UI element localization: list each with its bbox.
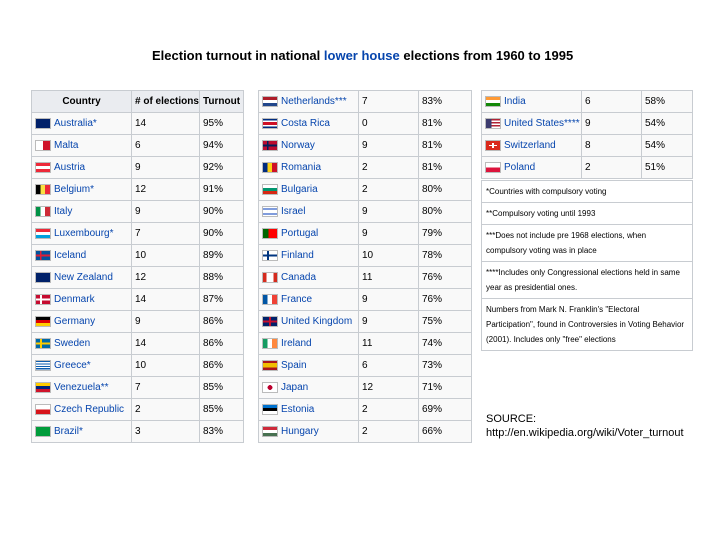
table-row (32, 355, 244, 377)
title-prefix: Election turnout in national (152, 48, 321, 63)
table-row (259, 333, 472, 355)
country-link[interactable]: Sweden (54, 337, 91, 349)
country-link[interactable]: Iceland (54, 249, 87, 261)
elections-cell: 10 (132, 245, 200, 267)
turnout-cell: 54% (642, 135, 693, 157)
turnout-cell: 86% (200, 333, 244, 355)
table-row (259, 157, 472, 179)
country-cell (259, 377, 359, 399)
finland-flag-icon[interactable] (262, 250, 278, 261)
country-cell (32, 135, 132, 157)
table-row (32, 333, 244, 355)
country-cell (32, 421, 132, 443)
turnout-cell: 83% (200, 421, 244, 443)
turnout-cell: 66% (419, 421, 472, 443)
country-link[interactable]: United States**** (504, 117, 580, 129)
turnout-cell: 54% (642, 113, 693, 135)
elections-cell: 2 (359, 399, 419, 421)
country-link[interactable]: Greece* (54, 359, 91, 371)
country-cell (32, 245, 132, 267)
country-cell (32, 179, 132, 201)
elections-cell: 9 (582, 113, 642, 135)
table-row (32, 267, 244, 289)
country-link[interactable]: Estonia (281, 403, 315, 415)
country-link[interactable]: Canada (281, 271, 317, 283)
elections-cell: 10 (359, 245, 419, 267)
poland-flag-icon[interactable] (485, 162, 501, 173)
table-row (32, 113, 244, 135)
country-link[interactable]: Denmark (54, 293, 95, 305)
table-row (259, 355, 472, 377)
table-row (259, 245, 472, 267)
country-link[interactable]: Bulgaria (281, 183, 318, 195)
venezuela-flag-icon[interactable] (35, 382, 51, 393)
table-row (482, 135, 693, 157)
country-link[interactable]: France (281, 293, 313, 305)
footnotes-box (481, 180, 693, 351)
footnote-pre-1968: ***Does not include pre 1968 elections, when compulsory voting was in place (482, 225, 692, 262)
country-cell (482, 91, 582, 113)
table-row (32, 135, 244, 157)
country-cell (32, 267, 132, 289)
elections-cell: 7 (132, 223, 200, 245)
country-link[interactable]: Norway (281, 139, 315, 151)
denmark-flag-icon[interactable] (35, 294, 51, 305)
country-link[interactable]: India (504, 95, 526, 107)
elections-cell: 11 (359, 333, 419, 355)
table-row (482, 157, 693, 179)
turnout-cell: 86% (200, 355, 244, 377)
country-cell (32, 223, 132, 245)
country-cell (32, 201, 132, 223)
country-link[interactable]: Costa Rica (281, 117, 330, 129)
country-cell (32, 399, 132, 421)
country-cell (259, 311, 359, 333)
india-flag-icon[interactable] (485, 96, 501, 107)
table-row (32, 421, 244, 443)
table-row (259, 135, 472, 157)
table-row (259, 289, 472, 311)
table-row (32, 245, 244, 267)
turnout-cell: 94% (200, 135, 244, 157)
table-row (32, 289, 244, 311)
elections-cell: 14 (132, 289, 200, 311)
turnout-cell: 71% (419, 377, 472, 399)
country-cell (259, 201, 359, 223)
elections-cell: 10 (132, 355, 200, 377)
country-cell (482, 135, 582, 157)
turnout-cell: 87% (200, 289, 244, 311)
brazil-flag-icon[interactable] (35, 426, 51, 437)
country-link[interactable]: Japan (281, 381, 309, 393)
turnout-cell: 58% (642, 91, 693, 113)
elections-cell: 12 (132, 179, 200, 201)
elections-cell: 9 (359, 223, 419, 245)
turnout-cell: 83% (419, 91, 472, 113)
czech-republic-flag-icon[interactable] (35, 404, 51, 415)
country-cell (32, 113, 132, 135)
elections-cell: 2 (582, 157, 642, 179)
country-link[interactable]: Luxembourg* (54, 227, 114, 239)
austria-flag-icon[interactable] (35, 162, 51, 173)
table-header-row (32, 91, 244, 113)
country-link[interactable]: Finland (281, 249, 314, 261)
turnout-cell: 85% (200, 377, 244, 399)
country-link[interactable]: Portugal (281, 227, 319, 239)
elections-column-header[interactable]: # of elections (132, 91, 200, 113)
table-row (482, 113, 693, 135)
table-row (32, 201, 244, 223)
malta-flag-icon[interactable] (35, 140, 51, 151)
turnout-cell: 81% (419, 113, 472, 135)
table-row (482, 91, 693, 113)
united-states-flag-icon[interactable] (485, 118, 501, 129)
country-link[interactable]: United Kingdom (281, 315, 353, 327)
bulgaria-flag-icon[interactable] (262, 184, 278, 195)
country-cell (32, 333, 132, 355)
source-block (486, 412, 684, 440)
country-cell (32, 377, 132, 399)
ireland-flag-icon[interactable] (262, 338, 278, 349)
elections-cell: 2 (359, 421, 419, 443)
elections-cell: 6 (582, 91, 642, 113)
country-cell (32, 311, 132, 333)
country-link[interactable]: Poland (504, 161, 536, 173)
table-row (259, 311, 472, 333)
turnout-cell: 90% (200, 201, 244, 223)
country-column-header[interactable]: Country (32, 91, 132, 113)
germany-flag-icon[interactable] (35, 316, 51, 327)
japan-flag-icon[interactable] (262, 382, 278, 393)
turnout-cell: 81% (419, 135, 472, 157)
country-cell (32, 355, 132, 377)
table-row (259, 113, 472, 135)
table-row (32, 179, 244, 201)
france-flag-icon[interactable] (262, 294, 278, 305)
country-link[interactable]: Belgium* (54, 183, 95, 195)
spain-flag-icon[interactable] (262, 360, 278, 371)
elections-cell: 9 (359, 201, 419, 223)
turnout-cell: 90% (200, 223, 244, 245)
sweden-flag-icon[interactable] (35, 338, 51, 349)
elections-cell: 9 (359, 289, 419, 311)
elections-cell: 6 (132, 135, 200, 157)
country-cell (259, 223, 359, 245)
country-cell (259, 179, 359, 201)
elections-cell: 9 (359, 311, 419, 333)
turnout-cell: 75% (419, 311, 472, 333)
elections-cell: 6 (359, 355, 419, 377)
luxembourg-flag-icon[interactable] (35, 228, 51, 239)
portugal-flag-icon[interactable] (262, 228, 278, 239)
country-link[interactable]: New Zealand (54, 271, 113, 283)
elections-cell: 2 (132, 399, 200, 421)
hungary-flag-icon[interactable] (262, 426, 278, 437)
norway-flag-icon[interactable] (262, 140, 278, 151)
elections-cell: 12 (359, 377, 419, 399)
turnout-table-1 (31, 90, 244, 443)
country-link[interactable]: Czech Republic (54, 403, 125, 415)
country-link[interactable]: Australia* (54, 117, 97, 129)
turnout-cell: 85% (200, 399, 244, 421)
estonia-flag-icon[interactable] (262, 404, 278, 415)
united-kingdom-flag-icon[interactable] (262, 316, 278, 327)
new-zealand-flag-icon[interactable] (35, 272, 51, 283)
elections-cell: 9 (132, 311, 200, 333)
country-cell (32, 289, 132, 311)
table-row (32, 311, 244, 333)
country-link[interactable]: Venezuela** (54, 381, 109, 393)
country-cell (259, 289, 359, 311)
country-link[interactable]: Ireland (281, 337, 312, 349)
table-row (259, 179, 472, 201)
turnout-cell: 76% (419, 289, 472, 311)
table-row (259, 421, 472, 443)
lower-house-link[interactable]: lower house (323, 48, 400, 63)
footnote-until-1993: **Compulsory voting until 1993 (482, 203, 692, 225)
elections-cell: 7 (359, 91, 419, 113)
source-url[interactable]: http://en.wikipedia.org/wiki/Voter_turnout (486, 427, 684, 439)
table-row (259, 201, 472, 223)
elections-cell: 0 (359, 113, 419, 135)
footnote-congressional: ****Includes only Congressional elections held in same year as presidential ones. (482, 262, 692, 299)
turnout-cell: 78% (419, 245, 472, 267)
switzerland-flag-icon[interactable] (485, 140, 501, 151)
turnout-cell: 80% (419, 201, 472, 223)
turnout-cell: 79% (419, 223, 472, 245)
table-row (32, 399, 244, 421)
elections-cell: 11 (359, 267, 419, 289)
country-cell (32, 157, 132, 179)
country-link[interactable]: Switzerland (504, 139, 556, 151)
israel-flag-icon[interactable] (262, 206, 278, 217)
turnout-cell: 76% (419, 267, 472, 289)
turnout-cell: 91% (200, 179, 244, 201)
country-cell (259, 157, 359, 179)
greece-flag-icon[interactable] (35, 360, 51, 371)
country-link[interactable]: Spain (281, 359, 307, 371)
country-link[interactable]: Romania (281, 161, 322, 173)
table-row (32, 223, 244, 245)
turnout-cell: 51% (642, 157, 693, 179)
turnout-cell: 81% (419, 157, 472, 179)
turnout-table-3 (481, 90, 693, 179)
turnout-cell: 74% (419, 333, 472, 355)
table-row (259, 223, 472, 245)
footnote-source-numbers: Numbers from Mark N. Franklin's "Electoral Participation", found in Controversies in Voting Behavior (2001). Includes only "free" elections (486, 305, 685, 344)
elections-cell: 8 (582, 135, 642, 157)
canada-flag-icon[interactable] (262, 272, 278, 283)
title-suffix: elections from 1960 to 1995 (403, 48, 574, 63)
country-link[interactable]: Netherlands*** (281, 95, 347, 107)
country-link[interactable]: Brazil* (54, 425, 83, 437)
turnout-cell: 88% (200, 267, 244, 289)
page-title (152, 48, 573, 63)
turnout-cell: 92% (200, 157, 244, 179)
country-cell (259, 355, 359, 377)
elections-cell: 7 (132, 377, 200, 399)
elections-cell: 14 (132, 333, 200, 355)
table-row (259, 377, 472, 399)
country-cell (259, 421, 359, 443)
country-link[interactable]: Malta (54, 139, 79, 151)
country-cell (482, 113, 582, 135)
turnout-cell: 89% (200, 245, 244, 267)
country-cell (259, 113, 359, 135)
country-link[interactable]: Italy (54, 205, 73, 217)
costa-rica-flag-icon[interactable] (262, 118, 278, 129)
elections-cell: 14 (132, 113, 200, 135)
elections-cell: 9 (132, 157, 200, 179)
country-cell (259, 135, 359, 157)
elections-cell: 2 (359, 179, 419, 201)
elections-cell: 12 (132, 267, 200, 289)
table-row (32, 157, 244, 179)
turnout-cell: 73% (419, 355, 472, 377)
country-cell (259, 267, 359, 289)
turnout-cell: 95% (200, 113, 244, 135)
netherlands-flag-icon[interactable] (262, 96, 278, 107)
turnout-table-2 (258, 90, 472, 443)
country-link[interactable]: Hungary (281, 425, 319, 437)
turnout-column-header[interactable]: Turnout (200, 91, 244, 113)
australia-flag-icon[interactable] (35, 118, 51, 129)
country-cell (482, 157, 582, 179)
country-link[interactable]: Austria (54, 161, 86, 173)
turnout-cell: 86% (200, 311, 244, 333)
country-cell (259, 333, 359, 355)
country-cell (259, 245, 359, 267)
elections-cell: 9 (132, 201, 200, 223)
footnote-compulsory: *Countries with compulsory voting (482, 181, 692, 203)
table-row (259, 91, 472, 113)
iceland-flag-icon[interactable] (35, 250, 51, 261)
table-row (32, 377, 244, 399)
romania-flag-icon[interactable] (262, 162, 278, 173)
table-row (259, 267, 472, 289)
country-link[interactable]: Israel (281, 205, 306, 217)
country-cell (259, 399, 359, 421)
turnout-cell: 69% (419, 399, 472, 421)
elections-cell: 9 (359, 135, 419, 157)
turnout-cell: 80% (419, 179, 472, 201)
elections-cell: 2 (359, 157, 419, 179)
italy-flag-icon[interactable] (35, 206, 51, 217)
country-link[interactable]: Germany (54, 315, 96, 327)
table-row (259, 399, 472, 421)
source-label: SOURCE: (486, 413, 537, 425)
country-cell (259, 91, 359, 113)
belgium-flag-icon[interactable] (35, 184, 51, 195)
elections-cell: 3 (132, 421, 200, 443)
